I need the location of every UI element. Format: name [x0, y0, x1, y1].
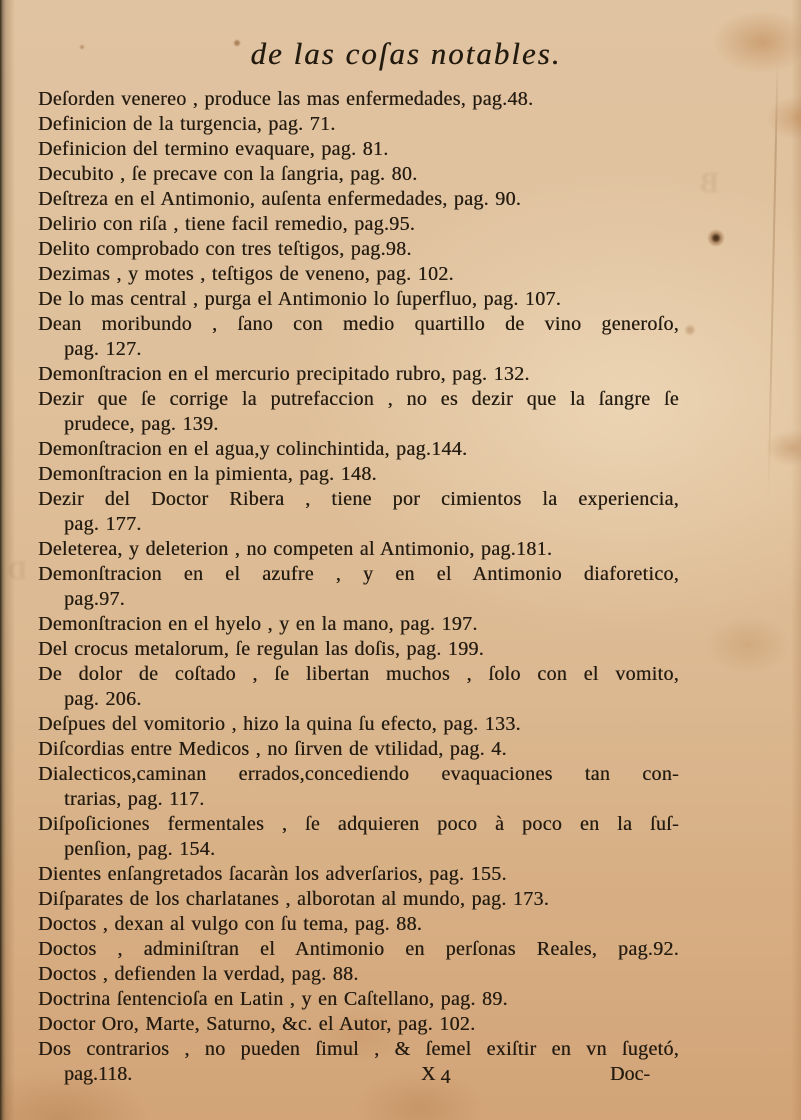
index-line: Deſorden venereo , produce las mas enfermedades, pag.48.: [38, 88, 534, 110]
index-line: De lo mas central , purga el Antimonio lo ſuperfluo, pag. 107.: [38, 288, 562, 310]
index-line: Decubito , ſe precave con la ſangria, pag. 80.: [38, 163, 418, 185]
index-line: Doctos , adminiſtran el Antimonio en perſonas Reales, pag.92.: [38, 938, 679, 960]
show-through-ghost: D: [8, 556, 27, 585]
index-lines: [38, 87, 679, 1062]
index-line: Dezir que ſe corrige la putrefaccion , no es dezir que la ſangre ſe: [38, 388, 679, 410]
index-line: Demonſtracion en la pimienta, pag. 148.: [38, 463, 377, 485]
signature-number: 4: [440, 1066, 451, 1088]
index-line: Demonſtracion en el hyelo , y en la mano, pag. 197.: [38, 613, 478, 635]
footer-row: [38, 1062, 679, 1087]
index-line: Doctor Oro, Marte, Saturno, &c. el Autor, pag. 102.: [38, 1013, 476, 1035]
index-line: pag.97.: [64, 588, 125, 610]
index-line: Dos contrarios , no pueden ſimul , & ſemel exiſtir en vn ſugetó,: [38, 1038, 679, 1060]
index-line: trarias, pag. 117.: [64, 788, 205, 810]
index-line: Diſpoſiciones fermentales , ſe adquieren poco à poco en la ſuſ-: [38, 813, 679, 835]
index-line: Deleterea, y deleterion , no competen al Antimonio, pag.181.: [38, 538, 553, 560]
index-line: Demonſtracion en el mercurio precipitado rubro, pag. 132.: [38, 363, 530, 385]
index-line: Demonſtracion en el azufre , y en el Antimonio diaforetico,: [38, 563, 679, 585]
index-line: Dezimas , y motes , teſtigos de veneno, pag. 102.: [38, 263, 454, 285]
index-line: Delito comprobado con tres teſtigos, pag.98.: [38, 238, 412, 260]
index-line: Deſpues del vomitorio , hizo la quina ſu efecto, pag. 133.: [38, 713, 521, 735]
index-line: Definicion del termino evaquare, pag. 81.: [38, 138, 389, 160]
index-line: Doctos , defienden la verdad, pag. 88.: [38, 963, 359, 985]
index-line: Definicion de la turgencia, pag. 71.: [38, 113, 336, 135]
page-title: de las coſas notables.: [250, 36, 562, 71]
index-line: Deſtreza en el Antimonio, auſenta enfermedades, pag. 90.: [38, 188, 522, 210]
paper-crease: [767, 60, 778, 500]
show-through-ghost: B: [700, 168, 719, 199]
index-line: Dialecticos,caminan errados,concediendo evaquaciones tan con-: [38, 763, 679, 785]
index-line: Dean moribundo , ſano con medio quartillo de vino generoſo,: [38, 313, 679, 335]
catchword: Doc-: [610, 1063, 650, 1085]
index-line: pag. 127.: [64, 338, 142, 360]
index-line: De dolor de coſtado , ſe libertan muchos , ſolo con el vomito,: [38, 663, 679, 685]
index-line: Diſcordias entre Medicos , no ſirven de vtilidad, pag. 4.: [38, 738, 507, 760]
index-line: Doctos , dexan al vulgo con ſu tema, pag. 88.: [38, 913, 423, 935]
footer-page-ref: pag.118.: [64, 1063, 133, 1085]
index-line: prudece, pag. 139.: [64, 413, 219, 435]
index-line: Doctrina ſentencioſa en Latin , y en Caſtellano, pag. 89.: [38, 988, 508, 1010]
index-line: Del crocus metalorum, ſe regulan las doſis, pag. 199.: [38, 638, 485, 660]
index-line: Dezir del Doctor Ribera , tiene por cimientos la experiencia,: [38, 488, 679, 510]
index-line: Demonſtracion en el agua,y colinchintida, pag.144.: [38, 438, 468, 460]
index-line: Delirio con riſa , tiene facil remedio, pag.95.: [38, 213, 416, 235]
index-line: pag. 206.: [64, 688, 142, 710]
index-line: Diſparates de los charlatanes , alborotan al mundo, pag. 173.: [38, 888, 550, 910]
index-line: pag. 177.: [64, 513, 142, 535]
index-line: Dientes enſangretados ſacaràn los adverſarios, pag. 155.: [38, 863, 507, 885]
index-line: penſion, pag. 154.: [64, 838, 216, 860]
signature-letter: X: [421, 1063, 436, 1085]
signature-mark: [421, 1062, 450, 1087]
